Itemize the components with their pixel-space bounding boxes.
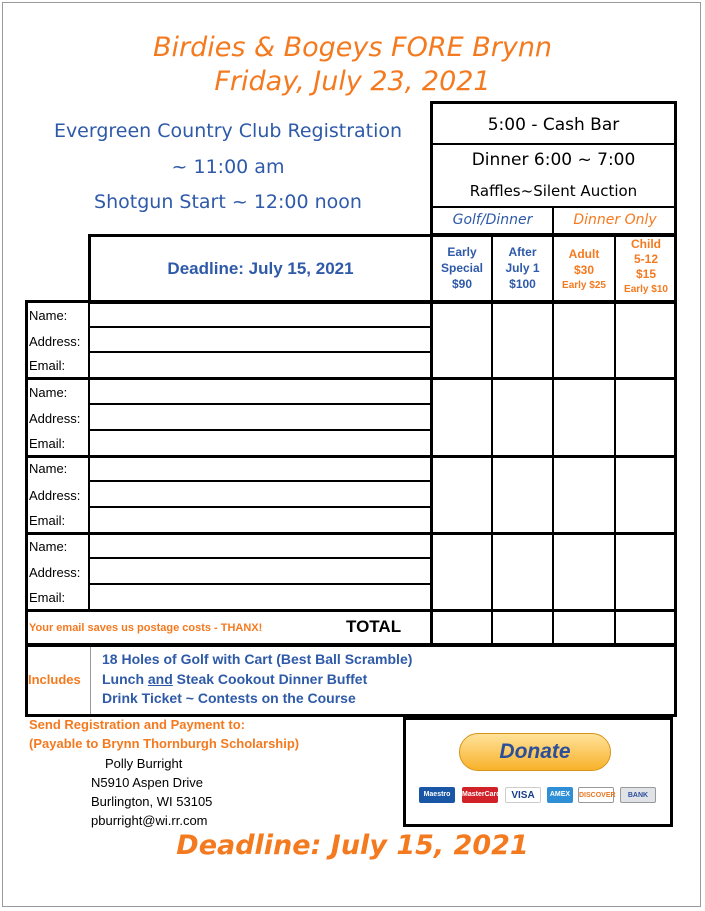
divider xyxy=(88,480,430,482)
includes-line-1: 18 Holes of Golf with Cart (Best Ball Scramble) xyxy=(102,651,413,667)
includes-line-2: Lunch and Steak Cookout Dinner Buffet xyxy=(102,671,368,687)
contact-email: pburright@wi.rr.com xyxy=(91,813,208,828)
divider xyxy=(88,326,430,328)
mastercard-icon: MasterCard xyxy=(462,787,498,803)
street-address: N5910 Aspen Drive xyxy=(91,775,204,790)
visa-icon: VISA xyxy=(505,787,541,803)
divider xyxy=(25,532,677,535)
divider xyxy=(25,455,677,458)
email-label: Email: xyxy=(29,358,66,373)
venue-title: Evergreen Country Club Registration xyxy=(53,120,403,142)
maestro-card-icon: Maestro xyxy=(419,787,455,803)
city-address: Burlington, WI 53105 xyxy=(91,794,213,809)
raffles-text: Raffles~Silent Auction xyxy=(469,182,638,200)
email-label: Email: xyxy=(29,513,66,528)
email-note: Your email saves us postage costs - THANX! xyxy=(29,622,263,634)
divider xyxy=(88,429,430,431)
name-label: Name: xyxy=(29,539,68,554)
send-to-heading: Send Registration and Payment to: xyxy=(29,717,245,732)
name-label: Name: xyxy=(29,308,68,323)
includes-label: Includes xyxy=(28,672,81,687)
email-label: Email: xyxy=(29,590,66,605)
divider xyxy=(491,234,493,646)
divider xyxy=(88,351,430,353)
dinner-time-text: Dinner 6:00 ~ 7:00 xyxy=(471,150,636,170)
after-july-price: After July 1 $100 xyxy=(505,245,540,291)
bank-icon: BANK xyxy=(620,787,656,803)
name-label: Name: xyxy=(29,385,68,400)
deadline-header: Deadline: July 15, 2021 xyxy=(167,259,354,278)
dinner-only-label: Dinner Only xyxy=(573,212,657,228)
name-label: Name: xyxy=(29,461,68,476)
shotgun-start: Shotgun Start ~ 12:00 noon xyxy=(94,191,362,213)
divider xyxy=(430,234,433,646)
event-date: Friday, July 23, 2021 xyxy=(214,66,491,97)
address-label: Address: xyxy=(29,411,81,426)
recipient-name: Polly Burright xyxy=(105,756,183,771)
child-price: Child 5-12 $15 Early $10 xyxy=(624,237,668,295)
divider xyxy=(88,557,430,559)
total-label: TOTAL xyxy=(346,617,402,636)
deadline-footer: Deadline: July 15, 2021 xyxy=(176,830,529,861)
address-label: Address: xyxy=(29,488,81,503)
address-label: Address: xyxy=(29,565,81,580)
divider xyxy=(88,403,430,405)
adult-price: Adult $30 Early $25 xyxy=(562,247,606,291)
venue-time: ~ 11:00 am xyxy=(171,156,285,178)
golf-dinner-label: Golf/Dinner xyxy=(452,212,533,228)
cash-bar-text: 5:00 - Cash Bar xyxy=(487,115,620,135)
divider xyxy=(25,377,677,380)
includes-line-3: Drink Ticket ~ Contests on the Course xyxy=(102,690,356,706)
early-special-price: Early Special $90 xyxy=(440,245,484,291)
divider xyxy=(88,506,430,508)
divider xyxy=(88,583,430,585)
divider xyxy=(552,234,554,646)
address-label: Address: xyxy=(29,334,81,349)
amex-icon: AMEX xyxy=(547,787,573,803)
divider xyxy=(90,647,91,714)
divider xyxy=(430,143,677,145)
divider xyxy=(25,609,677,612)
email-label: Email: xyxy=(29,436,66,451)
donate-button[interactable]: Donate xyxy=(459,733,611,771)
event-title: Birdies & Bogeys FORE Brynn xyxy=(152,32,553,63)
payable-to: (Payable to Brynn Thornburgh Scholarship) xyxy=(29,736,300,751)
discover-icon: DISCOVER xyxy=(578,787,614,803)
